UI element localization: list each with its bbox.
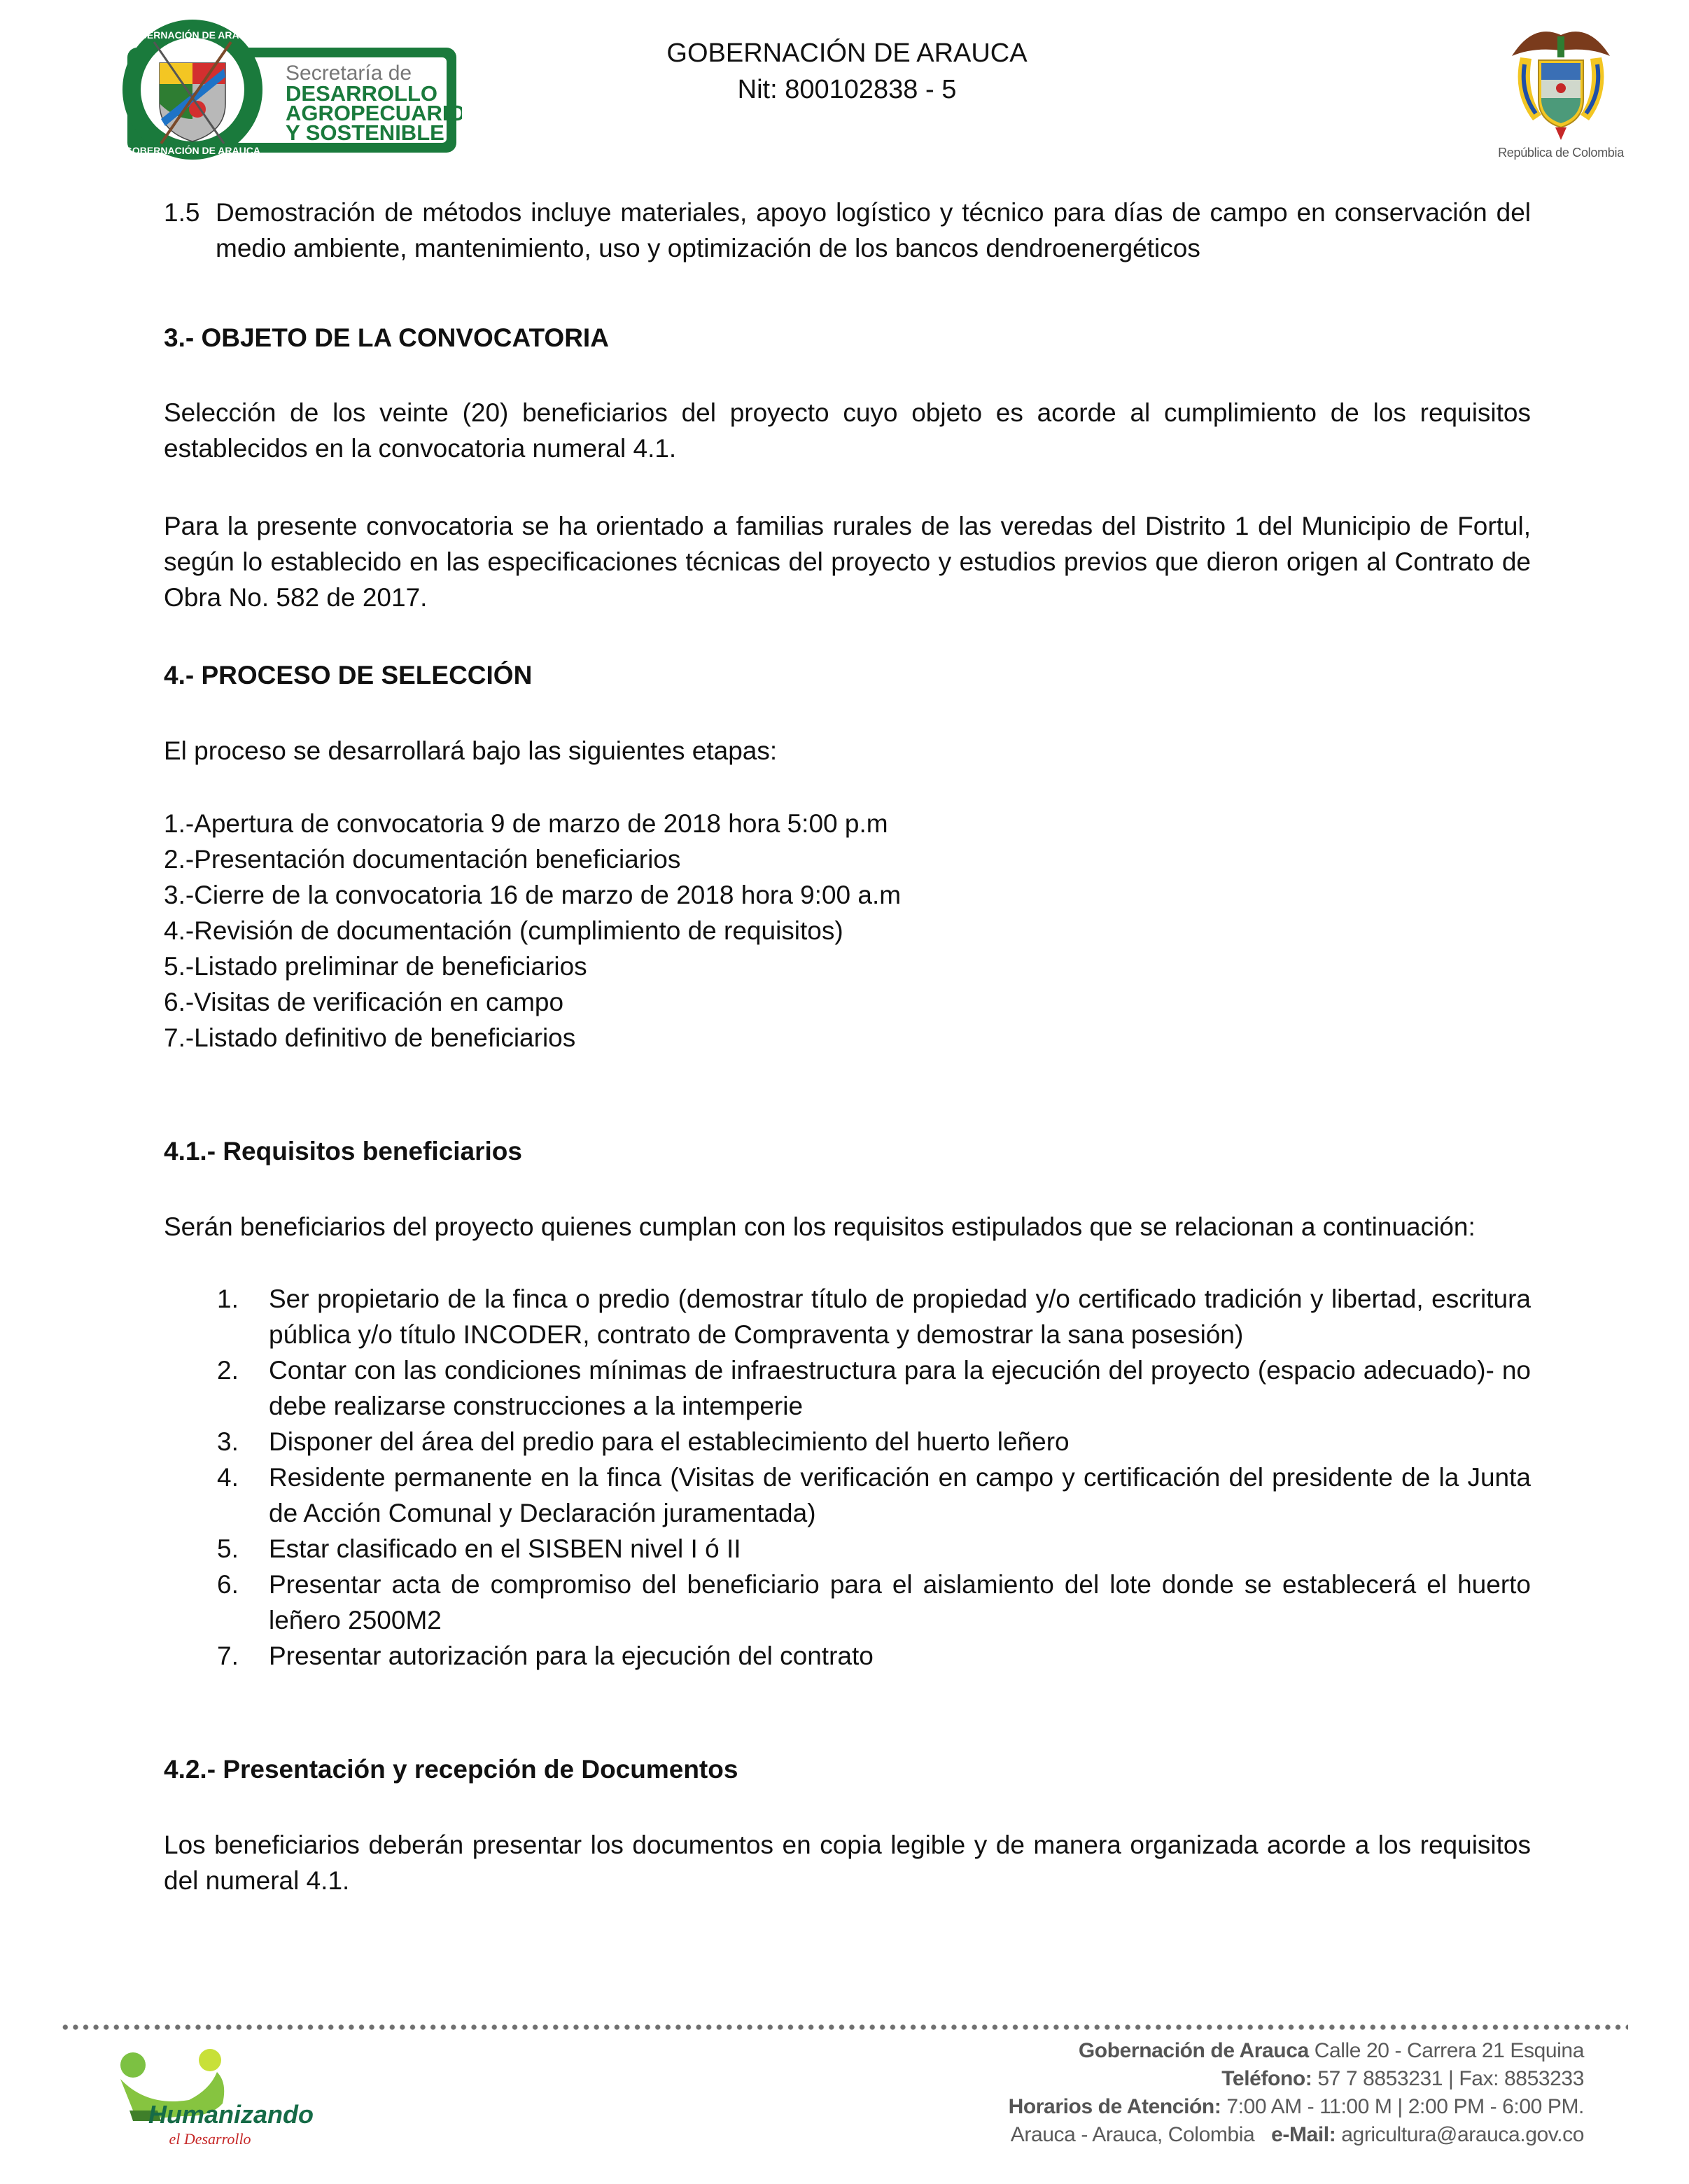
item-1-5 — [164, 195, 1531, 266]
requirement-item — [217, 1352, 1531, 1424]
requirement-text: Residente permanente en la finca (Visitas de verificación en campo y certificación del presidente de la Junta de Acción Comunal y Declaración juramentada) — [269, 1463, 1531, 1527]
colombia-coat-of-arms — [1491, 15, 1631, 166]
coat-of-arms-caption: República de Colombia — [1498, 146, 1624, 160]
requirement-text: Presentar acta de compromiso del beneficiario para el aislamiento del lote donde se establecerá el huerto leñero 2500M2 — [269, 1570, 1531, 1634]
svg-text:Y SOSTENIBLE: Y SOSTENIBLE — [286, 120, 444, 145]
requirement-item — [217, 1424, 1531, 1460]
svg-text:GOBERNACIÓN DE ARAUCA: GOBERNACIÓN DE ARAUCA — [125, 145, 260, 156]
footer-phone-line — [1009, 2065, 1584, 2093]
requirement-item — [217, 1638, 1531, 1674]
footer-phone: 57 7 8853231 | Fax: 8853233 — [1317, 2067, 1584, 2090]
requirement-number: 4. — [217, 1463, 239, 1492]
secretaria-logo-graphic — [119, 14, 462, 162]
svg-text:Secretaría de: Secretaría de — [286, 62, 412, 85]
footer-city-email-line — [1009, 2121, 1584, 2149]
footer-dotted-divider — [60, 2023, 1628, 2031]
stage-item: 3.-Cierre de la convocatoria 16 de marzo de 2018 hora 9:00 a.m — [164, 881, 902, 909]
requirement-number: 2. — [217, 1356, 239, 1385]
footer-address: Calle 20 - Carrera 21 Esquina — [1314, 2039, 1584, 2062]
coat-of-arms-icon — [1491, 15, 1631, 145]
footer-phone-label: Teléfono: — [1221, 2067, 1312, 2090]
stage-item: 7.-Listado definitivo de beneficiarios — [164, 1023, 576, 1052]
footer-contact-info — [1009, 2037, 1584, 2149]
header-title: GOBERNACIÓN DE ARAUCA — [666, 38, 1028, 68]
svg-text:DESARROLLO: DESARROLLO — [286, 81, 437, 106]
footer-address-label: Gobernación de Arauca — [1078, 2039, 1309, 2062]
section-3-paragraph-1: Selección de los veinte (20) beneficiarios del proyecto cuyo objeto es acorde al cumplimiento de los requisitos establecidos en la convocatoria numeral 4.1. — [164, 398, 1531, 463]
footer-email-label: e-Mail: — [1271, 2123, 1336, 2146]
svg-text:el Desarrollo: el Desarrollo — [169, 2130, 251, 2148]
heading-section-4: 4.- PROCESO DE SELECCIÓN — [164, 661, 533, 690]
document-header — [602, 35, 1092, 108]
requirement-number: 5. — [217, 1534, 239, 1563]
humanizando-logo — [105, 2040, 315, 2152]
stage-item: 4.-Revisión de documentación (cumplimiento de requisitos) — [164, 916, 843, 945]
footer-email-link[interactable]: agricultura@arauca.gov.co — [1341, 2123, 1584, 2146]
item-1-5-text: Demostración de métodos incluye materiales, apoyo logístico y técnico para días de campo en conservación del medio ambiente, mantenimiento, uso y optimización de los bancos dendroenergéticos — [216, 198, 1531, 262]
svg-text:GOBERNACIÓN DE ARAUCA: GOBERNACIÓN DE ARAUCA — [125, 29, 260, 41]
footer-hours: 7:00 AM - 11:00 M | 2:00 PM - 6:00 PM. — [1226, 2095, 1584, 2118]
requirement-item — [217, 1460, 1531, 1531]
humanizando-logo-graphic — [105, 2040, 315, 2152]
requirement-text: Disponer del área del predio para el establecimiento del huerto leñero — [269, 1427, 1070, 1456]
section-4-intro: El proceso se desarrollará bajo las siguientes etapas: — [164, 736, 778, 765]
stage-item: 6.-Visitas de verificación en campo — [164, 988, 564, 1016]
section-4-2-paragraph: Los beneficiarios deberán presentar los documentos en copia legible y de manera organizada acorde a los requisitos del numeral 4.1. — [164, 1830, 1531, 1895]
footer-address-line — [1009, 2037, 1584, 2065]
section-4-1-intro: Serán beneficiarios del proyecto quienes cumplan con los requisitos estipulados que se relacionan a continuación: — [164, 1212, 1476, 1241]
requirement-number: 3. — [217, 1427, 239, 1456]
requirement-text: Contar con las condiciones mínimas de infraestructura para la ejecución del proyecto (espacio adecuado)- no debe realizarse construcciones a la intemperie — [269, 1356, 1531, 1420]
requirement-text: Presentar autorización para la ejecución del contrato — [269, 1642, 874, 1670]
heading-section-3: 3.- OBJETO DE LA CONVOCATORIA — [164, 323, 609, 352]
requirement-item — [217, 1281, 1531, 1352]
requirement-item — [217, 1531, 1531, 1567]
svg-text:Humanizando: Humanizando — [148, 2100, 314, 2129]
item-1-5-number: 1.5 — [164, 198, 200, 227]
requirement-text: Estar clasificado en el SISBEN nivel I ó II — [269, 1534, 741, 1563]
stage-item: 2.-Presentación documentación beneficiarios — [164, 845, 681, 874]
stage-item: 1.-Apertura de convocatoria 9 de marzo de 2018 hora 5:00 p.m — [164, 809, 888, 838]
footer-hours-label: Horarios de Atención: — [1008, 2095, 1221, 2118]
header-nit: Nit: 800102838 - 5 — [737, 75, 957, 104]
stage-item: 5.-Listado preliminar de beneficiarios — [164, 952, 587, 981]
footer-city: Arauca - Arauca, Colombia — [1010, 2123, 1255, 2146]
requirement-number: 7. — [217, 1642, 239, 1670]
requirement-number: 6. — [217, 1570, 239, 1599]
heading-section-4-1: 4.1.- Requisitos beneficiarios — [164, 1137, 522, 1166]
svg-text:AGROPECUARIO: AGROPECUARIO — [286, 101, 462, 125]
requirement-item — [217, 1567, 1531, 1638]
secretaria-logo — [119, 14, 462, 162]
requirement-text: Ser propietario de la finca o predio (demostrar título de propiedad y/o certificado tradición y libertad, escritura pública y/o título INCODER, contrato de Compraventa y demostrar la sana posesión) — [269, 1284, 1531, 1349]
heading-section-4-2: 4.2.- Presentación y recepción de Documentos — [164, 1755, 738, 1784]
footer-hours-line — [1009, 2093, 1584, 2121]
section-3-paragraph-2: Para la presente convocatoria se ha orientado a familias rurales de las veredas del Distrito 1 del Municipio de Fortul, según lo establecido en las especificaciones técnicas del proyecto y estudios previos que dieron origen al Contrato de Obra No. 582 de 2017. — [164, 512, 1531, 612]
requirement-number: 1. — [217, 1284, 239, 1313]
